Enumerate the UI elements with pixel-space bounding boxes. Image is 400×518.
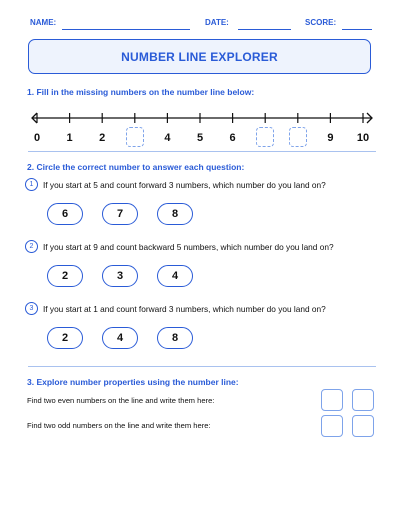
number-line-label: 9	[327, 132, 334, 144]
section-divider	[28, 366, 376, 367]
number-line-label: 0	[33, 132, 41, 144]
answer-option[interactable]: 3	[102, 265, 138, 287]
missing-number-box[interactable]	[256, 127, 274, 147]
answer-option[interactable]: 6	[47, 203, 83, 225]
question-text: If you start at 9 and count backward 5 numbers, which number do you land on?	[43, 242, 334, 252]
question-number-badge: 1	[25, 178, 38, 191]
section-divider	[28, 151, 376, 152]
answer-option[interactable]: 7	[102, 203, 138, 225]
score-field-line[interactable]	[342, 29, 372, 30]
even-answer-box[interactable]	[321, 389, 343, 411]
missing-number-box[interactable]	[126, 127, 144, 147]
section-2-title: 2. Circle the correct number to answer each question:	[27, 162, 245, 172]
number-line-label: 10	[356, 132, 370, 144]
name-field-line[interactable]	[62, 29, 190, 30]
answer-option[interactable]: 4	[157, 265, 193, 287]
answer-option[interactable]: 2	[47, 265, 83, 287]
question-number-badge: 3	[25, 302, 38, 315]
even-answer-box[interactable]	[352, 389, 374, 411]
answer-option[interactable]: 8	[157, 327, 193, 349]
odd-numbers-prompt: Find two odd numbers on the line and write them here:	[27, 421, 211, 430]
number-line-label: 4	[164, 132, 171, 144]
page-title: NUMBER LINE EXPLORER	[121, 49, 278, 64]
student-info-row	[30, 18, 372, 32]
score-label: SCORE:	[305, 18, 337, 27]
question-text: If you start at 1 and count forward 3 numbers, which number do you land on?	[43, 304, 326, 314]
even-numbers-prompt: Find two even numbers on the line and write them here:	[27, 396, 215, 405]
number-line	[30, 108, 375, 148]
number-line-label: 2	[99, 132, 106, 144]
question-number-badge: 2	[25, 240, 38, 253]
answer-option[interactable]: 2	[47, 327, 83, 349]
name-label: NAME:	[30, 18, 57, 27]
section-1-title: 1. Fill in the missing numbers on the number line below:	[27, 87, 255, 97]
answer-option[interactable]: 8	[157, 203, 193, 225]
number-line-axis	[30, 108, 375, 128]
number-line-label: 1	[66, 132, 73, 144]
title-banner	[28, 39, 371, 74]
question-text: If you start at 5 and count forward 3 numbers, which number do you land on?	[43, 180, 326, 190]
answer-option[interactable]: 4	[102, 327, 138, 349]
missing-number-box[interactable]	[289, 127, 307, 147]
odd-answer-box[interactable]	[352, 415, 374, 437]
date-label: DATE:	[205, 18, 229, 27]
number-line-label: 5	[196, 132, 204, 144]
number-line-label: 6	[229, 132, 236, 144]
date-field-line[interactable]	[238, 29, 291, 30]
section-3-title: 3. Explore number properties using the number line:	[27, 377, 239, 387]
odd-answer-box[interactable]	[321, 415, 343, 437]
